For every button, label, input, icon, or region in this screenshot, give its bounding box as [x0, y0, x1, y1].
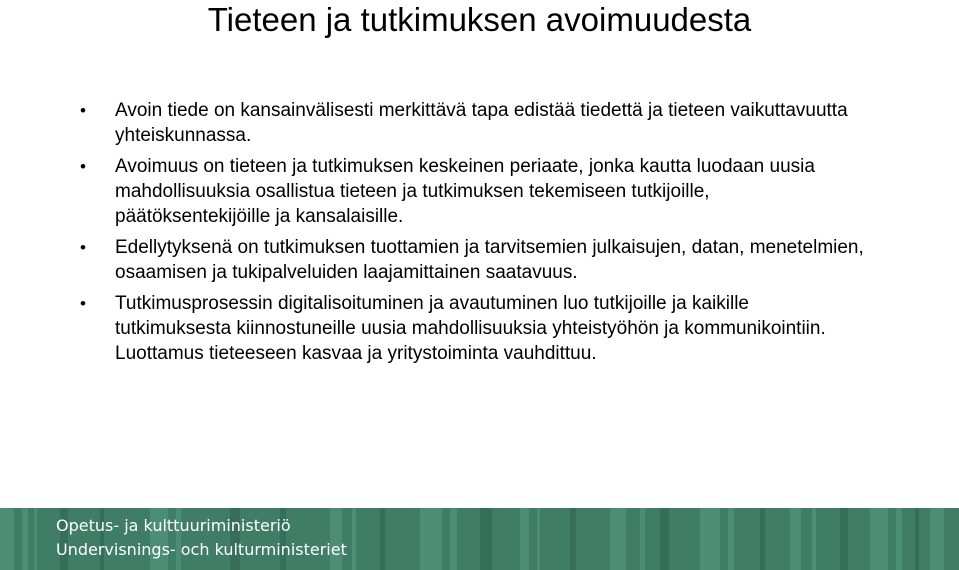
ministry-name-finnish: Opetus- ja kulttuuriministeriö — [56, 516, 291, 535]
footer-band — [0, 508, 959, 570]
bullet-marker: • — [80, 294, 86, 313]
ministry-name-swedish: Undervisnings- och kulturministeriet — [56, 540, 347, 559]
bullet-item — [80, 235, 870, 285]
bullet-text: Tutkimusprosessin digitalisoituminen ja avautuminen luo tutkijoille ja kaikille tutkimuksesta kiinnostuneille uusia mahdollisuuksia yhteistyöhön ja kommunikointiin. Luottamus tieteeseen kasvaa ja yritystoiminta vauhdittuu. — [115, 293, 826, 364]
bullet-marker: • — [80, 238, 86, 257]
bullet-text: Edellytyksenä on tutkimuksen tuottamien ja tarvitsemien julkaisujen, datan, menetelmien, osaamisen ja tukipalveluiden laajamittainen saatavuus. — [115, 237, 864, 283]
bullet-text: Avoin tiede on kansainvälisesti merkittävä tapa edistää tiedettä ja tieteen vaikuttavuutta yhteiskunnassa. — [115, 100, 848, 146]
bullet-item — [80, 291, 870, 366]
bullet-text: Avoimuus on tieteen ja tutkimuksen keskeinen periaate, jonka kautta luodaan uusia mahdollisuuksia osallistua tieteen ja tutkimuksen tekemiseen tutkijoille, päätöksentekijöille ja kansalaisille. — [115, 156, 815, 227]
bullet-list — [80, 98, 870, 372]
bullet-item — [80, 98, 870, 148]
slide-title: Tieteen ja tutkimuksen avoimuudesta — [207, 1, 752, 38]
bullet-marker: • — [80, 157, 86, 176]
bullet-item — [80, 154, 870, 229]
bullet-marker: • — [80, 101, 86, 120]
